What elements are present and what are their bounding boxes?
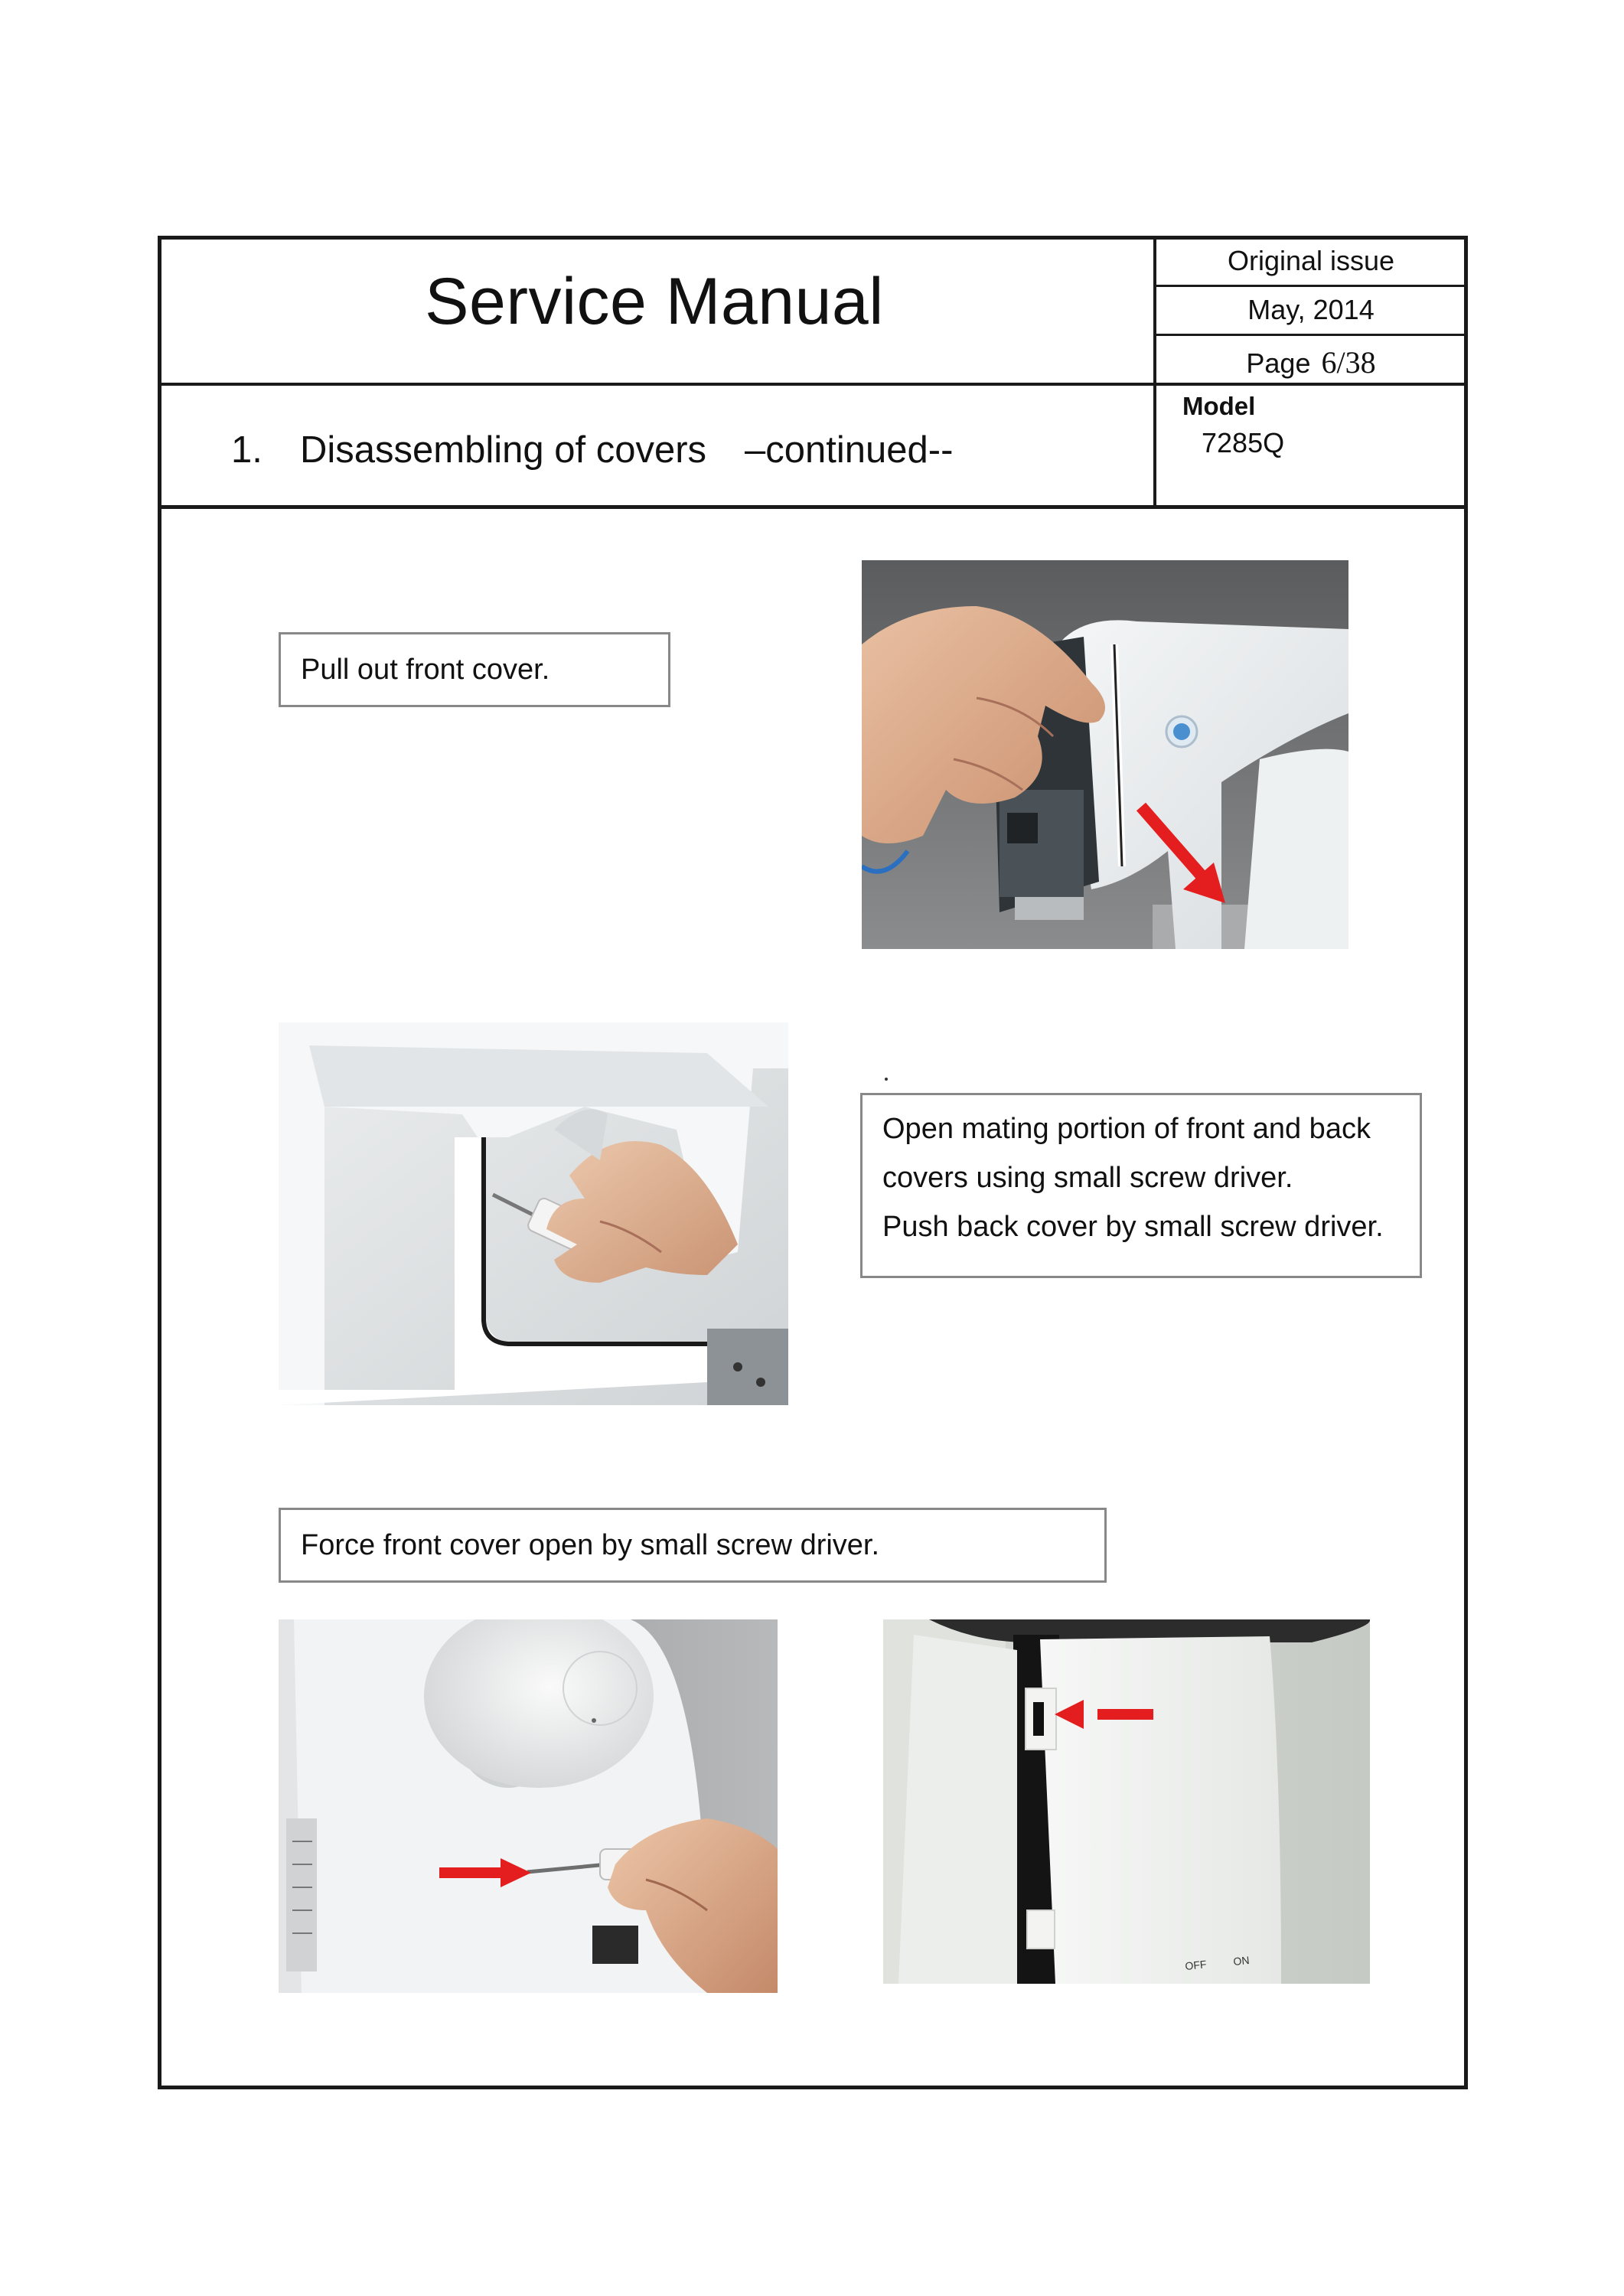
model-value: 7285Q [1202, 427, 1285, 458]
step-3-text: Force front cover open by small screw driver. [301, 1529, 880, 1561]
section-heading [231, 429, 953, 471]
photo-pull-front-cover [862, 560, 1348, 949]
photo-force-cover-screwdriver [279, 1619, 778, 1993]
step-2-callout [860, 1093, 1422, 1278]
issue-date: May, 2014 [1247, 294, 1375, 325]
header-column-divider [1153, 236, 1156, 508]
issue-label: Original issue [1227, 245, 1395, 276]
step-1-callout [279, 632, 670, 707]
page-number: 6/38 [1321, 345, 1376, 380]
issue-row-divider [1153, 285, 1468, 287]
page-title: Service Manual [425, 265, 884, 338]
header-bottom-divider [158, 505, 1468, 509]
switch-label-on: ON [1232, 1953, 1251, 1968]
photo-cover-seam-tab [883, 1619, 1370, 1984]
stray-dot [885, 1078, 888, 1081]
step-3-callout [279, 1508, 1107, 1583]
step-2-line-1: Open mating portion of front and back [882, 1113, 1371, 1145]
header-divider [158, 383, 1468, 386]
section-title: Disassembling of covers [300, 429, 707, 471]
date-row-divider [1153, 334, 1468, 336]
section-suffix: –continued-- [745, 429, 954, 471]
step-2-line-3: Push back cover by small screw driver. [882, 1211, 1384, 1243]
section-number: 1. [231, 429, 263, 471]
photo-open-mating-portion [279, 1022, 788, 1405]
page-label: Page [1246, 347, 1311, 379]
model-label: Model [1182, 392, 1256, 420]
step-2-line-2: covers using small screw driver. [882, 1162, 1293, 1194]
step-1-text: Pull out front cover. [301, 654, 550, 686]
page-indicator [1157, 344, 1465, 380]
switch-label-off: OFF [1184, 1958, 1208, 1972]
